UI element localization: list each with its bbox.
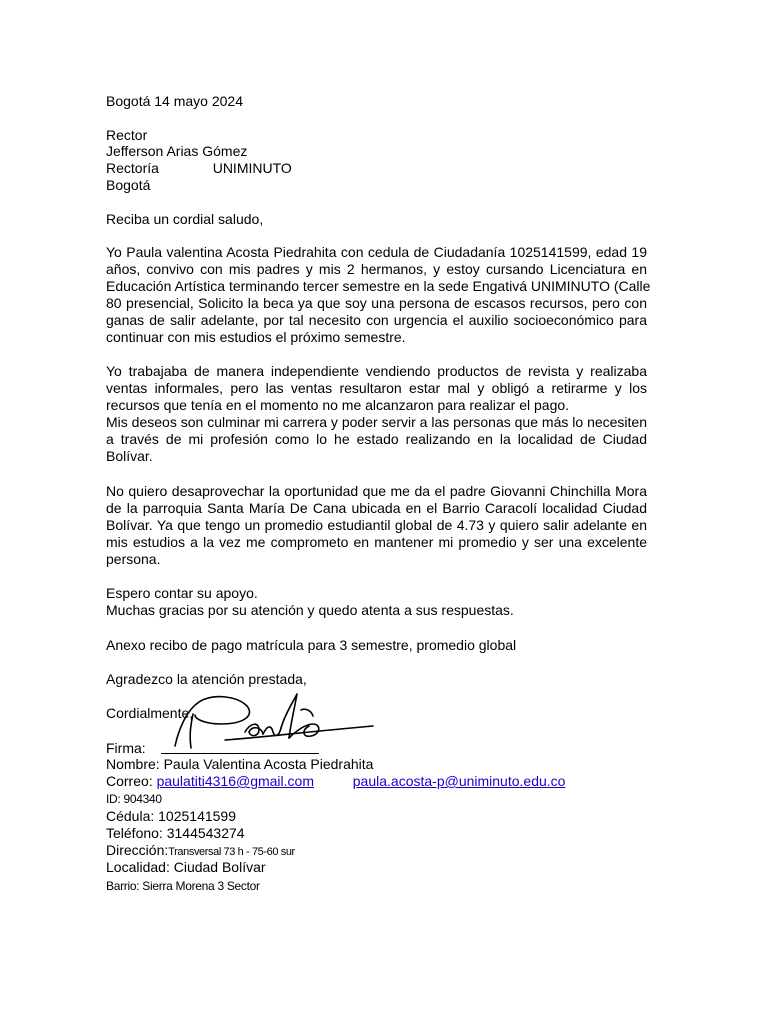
email-link-gmail[interactable]: paulatiti4316@gmail.com <box>156 773 314 789</box>
thanks-line: Muchas gracias por su atención y quedo atenta a sus respuestas. <box>106 602 514 618</box>
telefono-line: Teléfono: 3144543274 <box>106 825 245 841</box>
paragraph-line: persona. <box>106 551 161 567</box>
annex-line: Anexo recibo de pago matrícula para 3 semestre, promedio global <box>106 637 517 653</box>
recipient-office-line <box>106 160 292 177</box>
recipient-title: Rector <box>106 127 148 143</box>
paragraph-goals <box>106 414 647 465</box>
correo-line <box>106 773 565 790</box>
paragraph-line: continuar con mis estudios el próximo semestre. <box>106 329 406 345</box>
signature-line <box>161 753 319 754</box>
paragraph-line: años, convivo con mis padres y mis 2 hermanos, y estoy cursando Licenciatura en <box>106 261 647 277</box>
correo-label: Correo: <box>106 773 153 789</box>
paragraph-line: Educación Artística terminando tercer semestre en la sede Engativá UNIMINUTO (Calle <box>106 278 651 294</box>
localidad-line: Localidad: Ciudad Bolívar <box>106 859 266 875</box>
greeting: Reciba un cordial saludo, <box>106 211 264 227</box>
recipient-city: Bogotá <box>106 177 151 193</box>
direccion-value: Transversal 73 h - 75-60 sur <box>168 846 295 858</box>
handwritten-signature <box>155 688 380 758</box>
paragraph-line: Yo trabajaba de manera independiente vendiendo productos de revista y realizaba <box>106 363 647 379</box>
paragraph-line: 80 presencial, Solicito la beca ya que soy una persona de escasos recursos, pero con <box>106 295 647 311</box>
gratitude-line: Agradezco la atención prestada, <box>106 671 307 687</box>
date-line: Bogotá 14 mayo 2024 <box>106 93 243 109</box>
paragraph-work-situation <box>106 363 647 414</box>
paragraph-line: recursos que tenía en el momento no me alcanzaron para realizar el pago. <box>106 397 570 413</box>
recipient-name: Jefferson Arias Gómez <box>106 143 248 159</box>
paragraph-line: Yo Paula valentina Acosta Piedrahita con cedula de Ciudadanía 1025141599, edad 19 <box>106 244 647 260</box>
recipient-institution: UNIMINUTO <box>212 160 292 176</box>
paragraph-line: ventas informales, pero las ventas resultaron estar mal y obligó a retirarme y los <box>106 380 647 396</box>
firma-label: Firma: <box>106 740 146 756</box>
paragraph-opportunity <box>106 483 647 568</box>
closing: Cordialmente, <box>106 705 194 721</box>
support-line: Espero contar su apoyo. <box>106 585 258 601</box>
cedula-line: Cédula: 1025141599 <box>106 808 237 824</box>
paragraph-line: Bolívar. <box>106 448 153 464</box>
nombre-line: Nombre: Paula Valentina Acosta Piedrahita <box>106 756 374 772</box>
barrio-line: Barrio: Sierra Morena 3 Sector <box>106 879 260 893</box>
paragraph-line: a través de mi profesión como lo he estado realizando en la localidad de Ciudad <box>106 431 647 447</box>
email-link-uniminuto[interactable]: paula.acosta-p@uniminuto.edu.co <box>352 773 566 789</box>
paragraph-line: de la parroquia Santa María De Cana ubicada en el Barrio Caracolí localidad Ciudad <box>106 500 647 516</box>
recipient-office: Rectoría <box>106 160 159 176</box>
paragraph-line: No quiero desaprovechar la oportunidad que me da el padre Giovanni Chinchilla Mora <box>106 483 647 499</box>
paragraph-line: mis estudios a la vez me comprometo en mantener mi promedio y ser una excelente <box>106 534 647 550</box>
paragraph-line: ganas de salir adelante, por tal necesito con urgencia el auxilio socioeconómico para <box>106 312 647 328</box>
direccion-label: Dirección: <box>106 842 169 858</box>
id-line: ID: 904340 <box>106 792 162 806</box>
paragraph-line: Bolívar. Ya que tengo un promedio estudiantil global de 4.73 y quiero salir adelante en <box>106 517 647 533</box>
paragraph-line: Mis deseos son culminar mi carrera y poder servir a las personas que más lo necesiten <box>106 414 647 430</box>
paragraph-scholarship-request <box>106 244 651 346</box>
